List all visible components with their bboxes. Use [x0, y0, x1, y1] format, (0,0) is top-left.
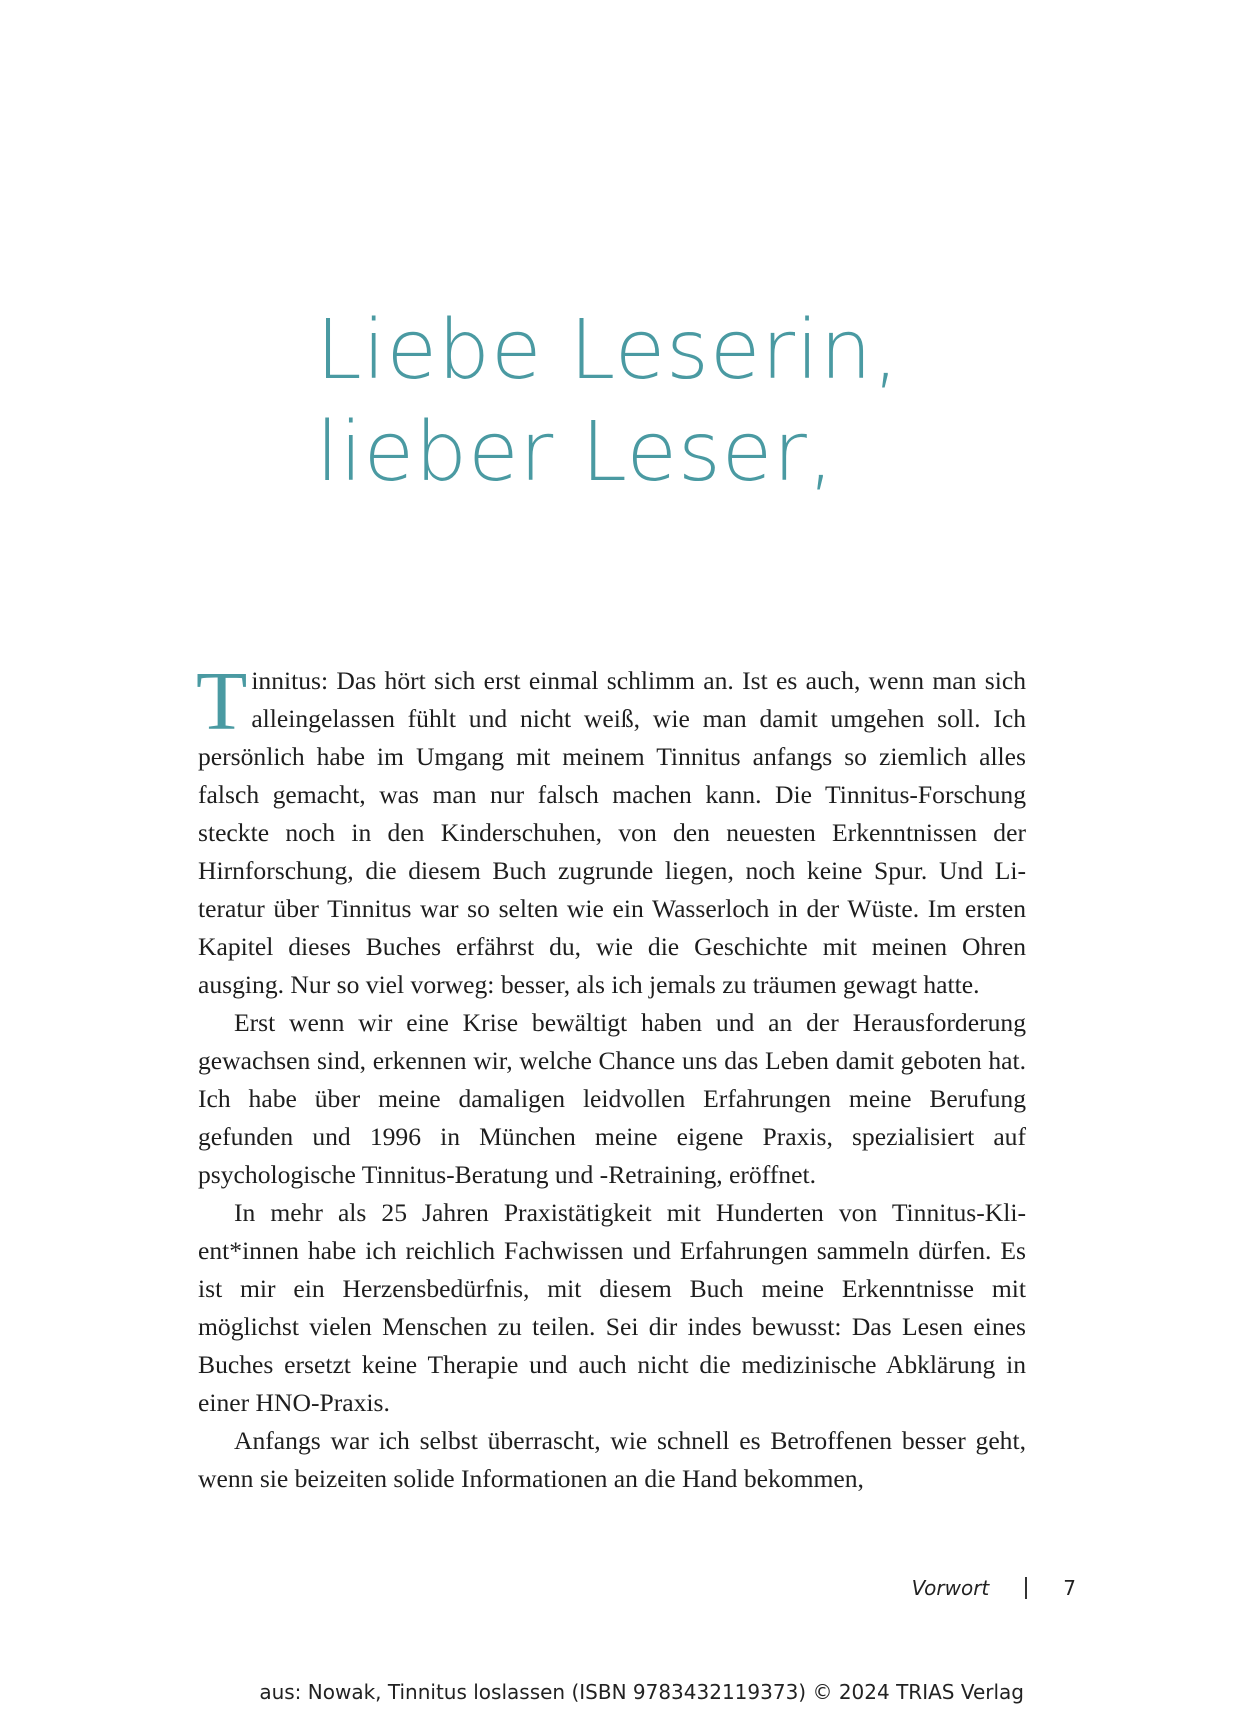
heading-line-2: lieber Leser, — [316, 405, 835, 500]
paragraph-1 — [196, 655, 1026, 1004]
paragraph-3: In mehr als 25 Jahren Praxistätigkeit mit Hunderten von Tinnitus-Klient*innen habe ich reichlich Fachwissen und Erfahrungen sammeln dürfen. Es ist mir ein Herzensbedürfnis, mit diesem Buch meine Erkenntnisse mit möglichst vielen Menschen zu teilen. Sei dir indes bewusst: Das Lesen eines Buches ersetzt keine Therapie und auch nicht die medizinische Abklärung in einer HNO-Praxis. — [198, 1198, 1026, 1417]
heading-line-1: Liebe Leserin, — [316, 303, 900, 398]
paragraph-1-text: innitus: Das hört sich erst einmal schlimm an. Ist es auch, wenn man sich alleingelassen fühlt und nicht weiß, wie man damit umgehen soll. Ich persönlich habe im Umgang mit meinem Tinnitus anfangs so ziemlich alles falsch gemacht, was man nur falsch machen kann. Die Tinnitus-Forschung steckte noch in den Kinderschuhen, von den neuesten Erkenntnissen der Hirnforschung, die diesem Buch zugrunde liegen, noch keine Spur. Und Literatur über Tinnitus war so selten wie ein Wasserloch in der Wüste. Im ersten Kapitel dieses Buches erfährst du, wie die Geschichte mit meinen Ohren ausging. Nur so viel vorweg: besser, als ich jemals zu träumen gewagt hatte. — [198, 666, 1026, 999]
page-footer — [912, 1576, 1076, 1600]
page-heading — [316, 300, 1116, 504]
page-number: 7 — [1063, 1576, 1076, 1600]
drop-cap: T — [196, 655, 248, 748]
source-credit: aus: Nowak, Tinnitus loslassen (ISBN 9783432119373) © 2024 TRIAS Verlag — [259, 1680, 1024, 1704]
footer-separator — [1025, 1577, 1027, 1599]
paragraph-2: Erst wenn wir eine Krise bewältigt haben und an der Herausforderung gewachsen sind, erkennen wir, welche Chance uns das Leben damit geboten hat. Ich habe über meine damaligen leidvollen Erfahrungen meine Berufung gefunden und 1996 in München meine eigene Praxis, spezialisiert auf psychologische Tinnitus-Beratung und -Retraining, eröffnet. — [198, 1008, 1026, 1189]
paragraph-4: Anfangs war ich selbst überrascht, wie schnell es Betroffenen besser geht, wenn sie beizeiten solide Informationen an die Hand bekommen, — [198, 1426, 1026, 1493]
section-label: Vorwort — [911, 1576, 990, 1600]
body-text — [196, 655, 1026, 1498]
